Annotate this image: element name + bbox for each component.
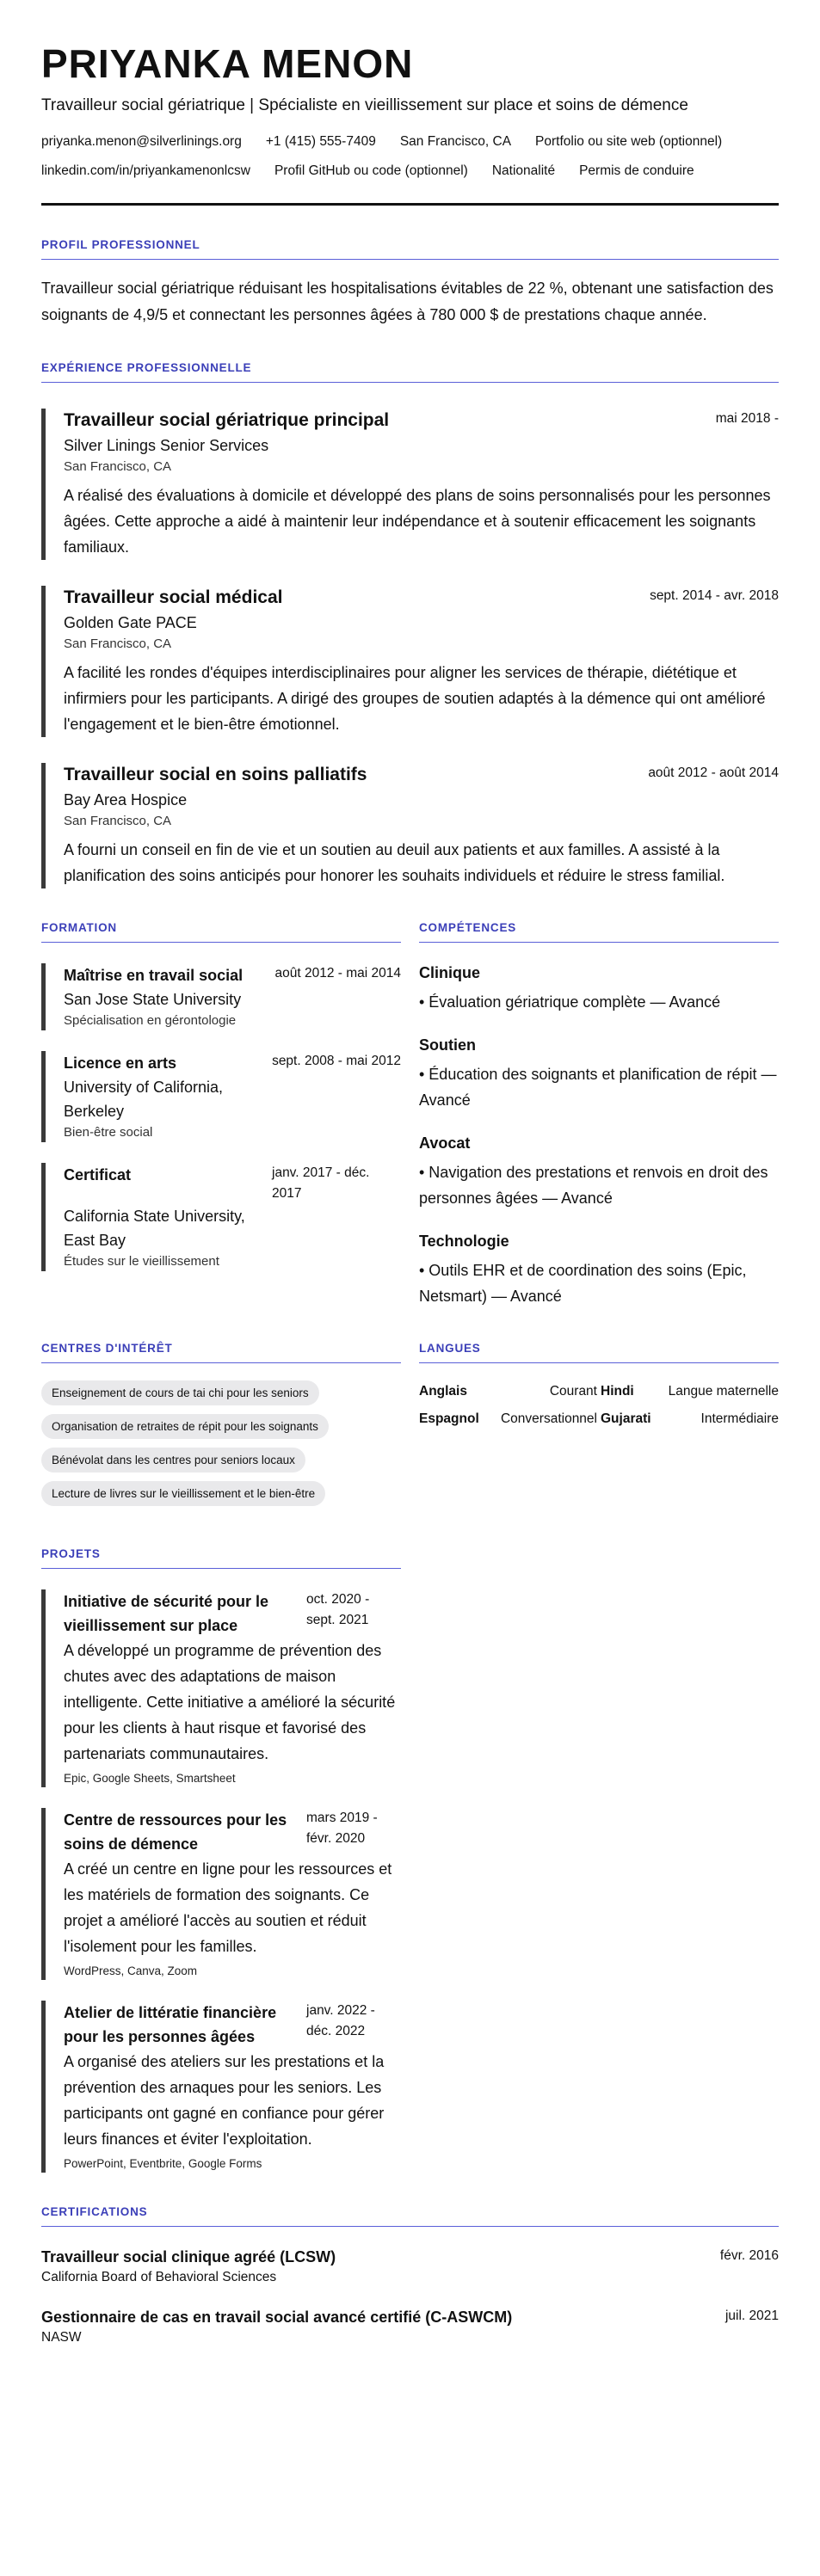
skill-group [419,1034,779,1113]
contact-github[interactable]: Profil GitHub ou code (optionnel) [274,163,468,178]
project-item [41,1589,401,1787]
experience-section-title: EXPÉRIENCE PROFESSIONNELLE [41,361,779,383]
project-title: Initiative de sécurité pour le vieillissement sur place [64,1593,269,1634]
job-dates: sept. 2014 - avr. 2018 [650,588,779,603]
language-name: Espagnol [419,1411,479,1426]
skill-category: Clinique [419,964,480,981]
education-item [41,1163,401,1271]
degree-title: Maîtrise en travail social [64,967,244,984]
education-item [41,963,401,1030]
job-organization: Silver Linings Senior Services [64,437,269,454]
project-item [41,1808,401,1980]
skill-group [419,962,779,1015]
interests-tags [41,1380,401,1506]
education-item [41,1051,401,1142]
certification-item [41,2306,779,2347]
certification-name: Travailleur social clinique agréé (LCSW) [41,2248,336,2266]
skills-section-title: COMPÉTENCES [419,921,779,943]
language-item [601,1382,779,1401]
job-title: Travailleur social gériatrique principal [64,410,390,430]
contact-portfolio[interactable]: Portfolio ou site web (optionnel) [535,134,723,149]
skills-column [419,888,779,1309]
certification-issuer: California Board of Behavioral Sciences [41,2270,277,2284]
education-skills-columns [41,888,779,1309]
degree-school: California State University, East Bay [64,1208,245,1249]
skill-text: • Éducation des soignants et planification de répit — Avancé [419,1066,777,1109]
certification-issuer: NASW [41,2330,82,2345]
language-level: Conversationnel [500,1411,597,1426]
degree-dates: janv. 2017 - déc. 2017 [272,1165,370,1201]
certification-item [41,2246,779,2287]
language-name: Gujarati [601,1411,651,1426]
language-level: Intermédiaire [700,1411,779,1426]
certification-date: juil. 2021 [724,2309,779,2323]
job-organization: Golden Gate PACE [64,614,197,631]
skill-category: Technologie [419,1233,509,1250]
job-location: San Francisco, CA [64,636,172,651]
language-name: Anglais [419,1384,467,1399]
language-item [601,1410,779,1429]
degree-title: Certificat [64,1166,132,1183]
candidate-headline: Travailleur social gériatrique | Spécialiste en vieillissement sur place et soins de démence [41,96,688,114]
language-item [419,1382,597,1401]
skill-text: • Outils EHR et de coordination des soins (Epic, Netsmart) — Avancé [419,1262,747,1305]
interest-tag: Bénévolat dans les centres pour seniors locaux [41,1448,305,1472]
degree-dates: août 2012 - mai 2014 [274,966,401,981]
interest-tag: Lecture de livres sur le vieillissement et le bien-être [41,1481,325,1506]
summary-text: Travailleur social gériatrique réduisant les hospitalisations évitables de 22 %, obtenant une satisfaction des soignants de 4,9/5 et connectant les personnes âgées à 780 000 $ de prestations chaque année. [41,280,774,323]
contact-license: Permis de conduire [579,163,694,178]
language-name: Hindi [601,1384,634,1399]
project-item [41,2001,401,2173]
experience-item [41,763,779,888]
interests-section-title: CENTRES D'INTÉRÊT [41,1342,401,1363]
language-level: Langue maternelle [668,1384,779,1399]
languages-grid [419,1382,779,1429]
interest-tag: Organisation de retraites de répit pour les soignants [41,1414,329,1439]
interests-column [41,1309,401,1515]
degree-field: Spécialisation en gérontologie [64,1013,237,1028]
degree-school: San Jose State University [64,991,242,1008]
job-location: San Francisco, CA [64,459,172,474]
project-title: Centre de ressources pour les soins de démence [64,1811,287,1853]
skill-group [419,1132,779,1211]
degree-title: Licence en arts [64,1054,177,1072]
job-location: San Francisco, CA [64,814,172,828]
job-organization: Bay Area Hospice [64,791,188,808]
certification-date: févr. 2016 [719,2248,779,2263]
job-dates: août 2012 - août 2014 [648,765,779,780]
degree-field: Études sur le vieillissement [64,1254,219,1269]
language-level: Courant [549,1384,597,1399]
experience-list [41,409,779,888]
projects-column [41,1547,401,2173]
skill-category: Avocat [419,1134,471,1152]
job-description: A fourni un conseil en fin de vie et un soutien au deuil aux patients et aux familles. A assisté à la planification des soins anticipés pour honorer les souhaits individuels et réduire le stress familial. [64,841,725,884]
degree-dates: sept. 2008 - mai 2012 [272,1054,401,1068]
interests-languages-columns [41,1309,779,1515]
project-dates: janv. 2022 - déc. 2022 [306,2003,375,2038]
skill-text: • Navigation des prestations et renvois en droit des personnes âgées — Avancé [419,1164,768,1207]
project-tools: WordPress, Canva, Zoom [64,1964,198,1977]
certification-name: Gestionnaire de cas en travail social avancé certifié (C-ASWCM) [41,2309,513,2326]
certifications-section-title: CERTIFICATIONS [41,2205,779,2227]
project-dates: oct. 2020 - sept. 2021 [306,1592,370,1627]
contact-info [41,127,779,186]
summary-section-title: PROFIL PROFESSIONNEL [41,238,779,260]
project-title: Atelier de littératie financière pour les personnes âgées [64,2004,277,2045]
contact-location: San Francisco, CA [399,134,512,149]
languages-section-title: LANGUES [419,1342,779,1363]
job-dates: mai 2018 - [715,411,779,426]
education-column [41,888,401,1309]
experience-item [41,586,779,737]
project-dates: mars 2019 - févr. 2020 [306,1811,378,1846]
skill-category: Soutien [419,1036,476,1054]
job-description: A réalisé des évaluations à domicile et développé des plans de soins personnalisés pour les personnes âgées. Cette approche a aidé à maintenir leur indépendance et à soutenir efficacement les soignants familiaux. [64,487,771,556]
languages-column [419,1309,779,1515]
project-tools: Epic, Google Sheets, Smartsheet [64,1772,236,1785]
interest-tag: Enseignement de cours de tai chi pour les seniors [41,1380,319,1405]
project-description: A organisé des ateliers sur les prestations et la prévention des arnaques pour les seniors. Les participants ont gagné en confiance pour gérer leurs finances et éviter l'exploitation. [64,2053,385,2148]
contact-linkedin[interactable]: linkedin.com/in/priyankamenonlcsw [41,163,250,178]
contact-email[interactable]: priyanka.menon@silverlinings.org [41,134,242,149]
header-divider [41,203,779,206]
project-description: A créé un centre en ligne pour les ressources et les matériels de formation des soignants. Ce projet a amélioré l'accès au soutien et réduit l'isolement pour les familles. [64,1860,392,1955]
job-title: Travailleur social médical [64,587,283,607]
contact-phone[interactable]: +1 (415) 555-7409 [265,134,376,149]
experience-item [41,409,779,560]
job-title: Travailleur social en soins palliatifs [64,765,367,784]
candidate-name: PRIYANKA MENON [41,41,414,86]
project-tools: PowerPoint, Eventbrite, Google Forms [64,2157,262,2170]
contact-nationality: Nationalité [491,163,556,178]
skill-group [419,1230,779,1309]
resume-header [41,41,779,186]
education-section-title: FORMATION [41,921,401,943]
projects-section-title: PROJETS [41,1547,401,1569]
language-item [419,1410,597,1429]
degree-field: Bien-être social [64,1125,153,1140]
skill-text: • Évaluation gériatrique complète — Avancé [419,993,721,1011]
project-description: A développé un programme de prévention des chutes avec des adaptations de maison intelligente. Cette initiative a amélioré la sécurité pour les clients à haut risque et favorisé des partenariats communautaires. [64,1642,396,1762]
job-description: A facilité les rondes d'équipes interdisciplinaires pour aligner les services de thérapie, diététique et infirmiers pour les participants. A dirigé des groupes de soutien adaptés à la démence qui ont amélioré l'engagement et le bien-être émotionnel. [64,664,766,733]
degree-school: University of California, Berkeley [64,1079,224,1120]
